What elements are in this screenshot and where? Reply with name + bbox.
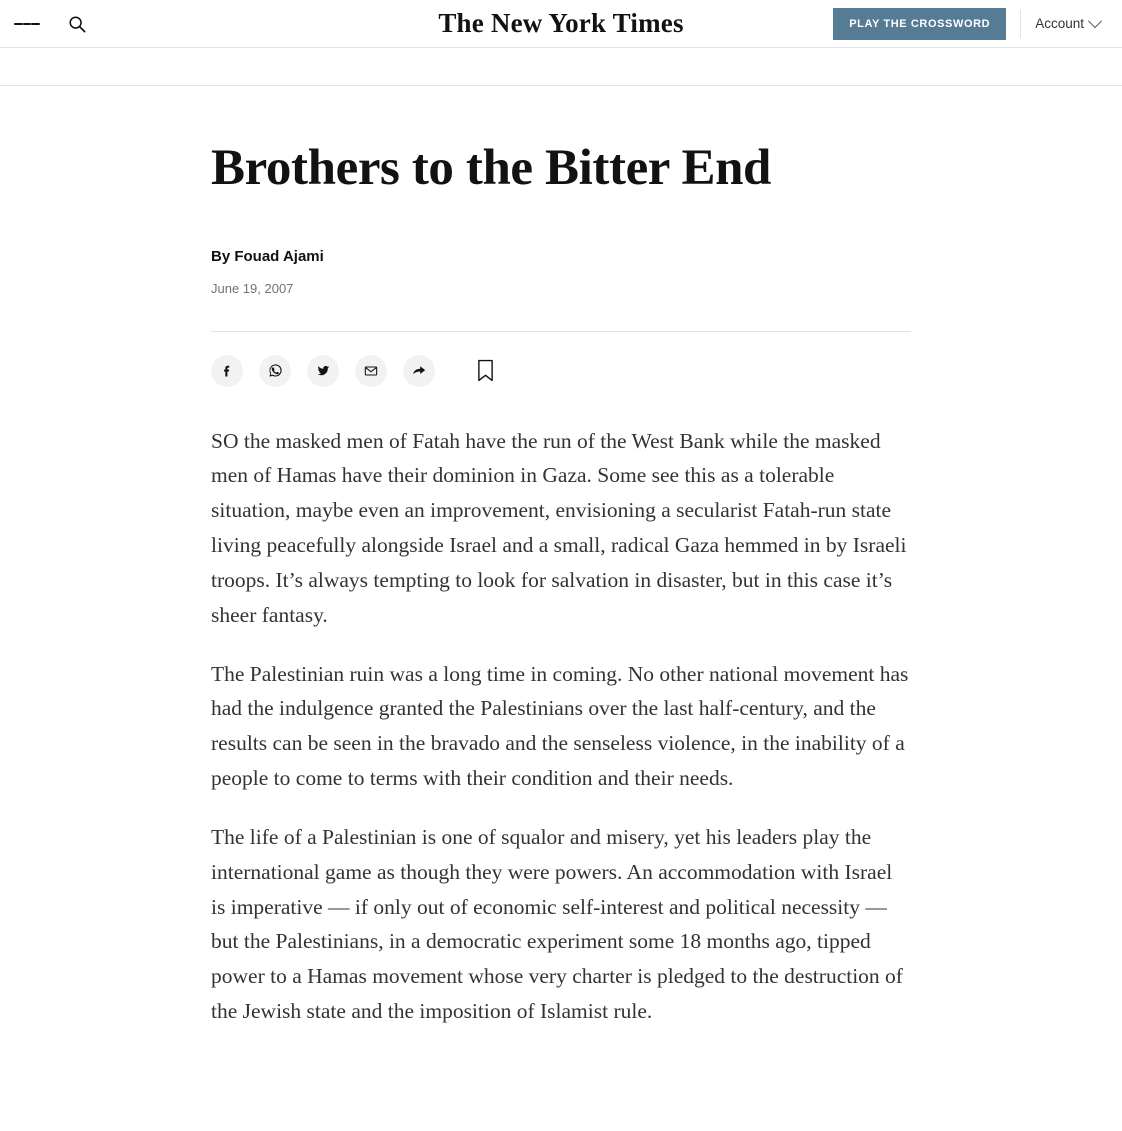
article-paragraph: SO the masked men of Fatah have the run of the West Bank while the masked men of Hamas have their dominion in Gaza. Some see this as a tolerable situation, maybe even an improvement, envisioning a secularist Fatah-run state living peacefully alongside Israel and a small, radical Gaza hemmed in by Israeli troops. It’s always tempting to look for salvation in disaster, but in this case it’s sheer fantasy. [211, 428, 907, 627]
play-crossword-button[interactable]: PLAY THE CROSSWORD [833, 8, 1006, 40]
article-container [211, 141, 911, 1093]
share-more-icon[interactable] [403, 355, 435, 387]
share-whatsapp-icon[interactable] [259, 355, 291, 387]
account-label: Account [1035, 16, 1084, 31]
divider [211, 331, 911, 332]
article-headline: Brothers to the Bitter End [211, 140, 772, 196]
secondary-nav-bar [0, 48, 1122, 86]
article-publish-date: June 19, 2007 [211, 280, 294, 296]
bookmark-icon[interactable] [469, 355, 501, 387]
share-toolbar [211, 354, 911, 388]
article-body [211, 424, 911, 1029]
header-left-controls [0, 11, 90, 37]
search-icon[interactable] [64, 11, 90, 37]
share-facebook-icon[interactable] [211, 355, 243, 387]
header-right-controls [833, 8, 1110, 40]
account-menu[interactable] [1020, 10, 1110, 38]
site-header [0, 0, 1122, 48]
share-email-icon[interactable] [355, 355, 387, 387]
hamburger-menu-icon[interactable] [14, 11, 40, 37]
chevron-down-icon [1088, 14, 1102, 28]
share-twitter-icon[interactable] [307, 355, 339, 387]
article-paragraph: The Palestinian ruin was a long time in coming. No other national movement has had the indulgence granted the Palestinians over the last half-century, and the results can be seen in the bravado and the senseless violence, in the inability of a people to come to terms with their condition and their needs. [211, 661, 909, 791]
article-paragraph: The life of a Palestinian is one of squalor and misery, yet his leaders play the international game as though they were powers. An accommodation with Israel is imperative — if only out of economic self-interest and political necessity — but the Palestinians, in a democratic experiment some 18 months ago, tipped power to a Hamas movement whose very charter is pledged to the destruction of the Jewish state and the imposition of Islamist rule. [211, 824, 903, 1023]
nyt-logo[interactable]: The New York Times [438, 8, 684, 38]
article-byline: By Fouad Ajami [211, 247, 324, 265]
